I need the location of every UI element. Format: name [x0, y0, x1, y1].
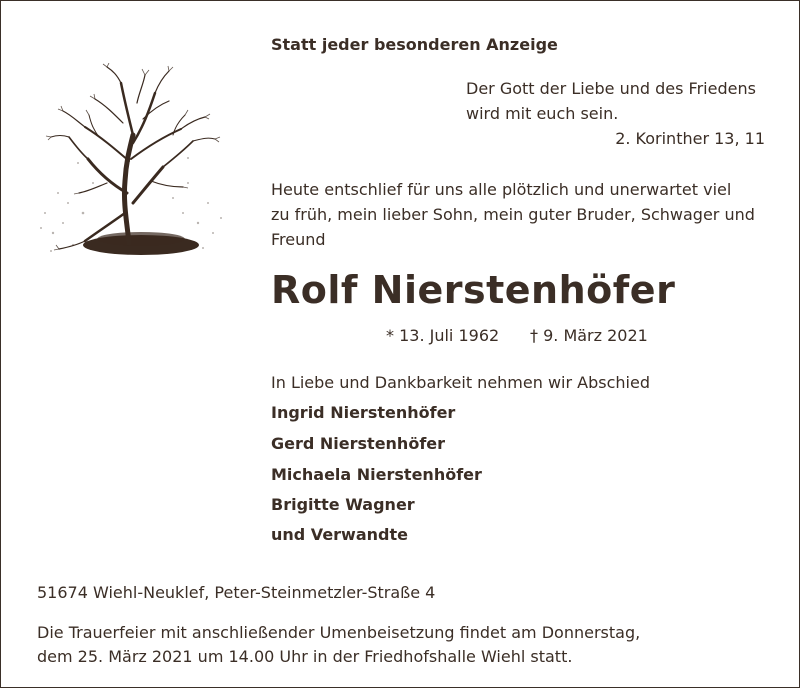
- quote-line-1: Der Gott der Liebe und des Friedens: [466, 79, 756, 98]
- ceremony-line-2: dem 25. März 2021 um 14.00 Uhr in der Friedhofshalle Wiehl statt.: [37, 647, 573, 666]
- farewell-intro: In Liebe und Dankbarkeit nehmen wir Abschied: [271, 373, 650, 392]
- announcement-line-2: zu früh, mein lieber Sohn, mein guter Bruder, Schwager und: [271, 205, 755, 224]
- tree-icon: [33, 63, 229, 267]
- quote-reference: 2. Korinther 13, 11: [615, 129, 765, 148]
- death-date: † 9. März 2021: [530, 326, 648, 345]
- mourner-relatives: und Verwandte: [271, 525, 408, 544]
- mourner-name: Ingrid Nierstenhöfer: [271, 403, 456, 422]
- mourner-name: Brigitte Wagner: [271, 495, 415, 514]
- quote-line-2: wird mit euch sein.: [466, 104, 619, 123]
- mourner-name: Gerd Nierstenhöfer: [271, 434, 446, 453]
- header-title: Statt jeder besonderen Anzeige: [271, 35, 558, 54]
- deceased-name: Rolf Nierstenhöfer: [271, 268, 676, 312]
- mourner-name: Michaela Nierstenhöfer: [271, 465, 482, 484]
- announcement-line-3: Freund: [271, 230, 326, 249]
- announcement-line-1: Heute entschlief für uns alle plötzlich und unerwartet viel: [271, 180, 732, 199]
- ceremony-line-1: Die Trauerfeier mit anschließender Umenbeisetzung findet am Donnerstag,: [37, 623, 641, 642]
- birth-date: * 13. Juli 1962: [386, 326, 500, 345]
- address: 51674 Wiehl-Neuklef, Peter-Steinmetzler-Straße 4: [37, 583, 436, 602]
